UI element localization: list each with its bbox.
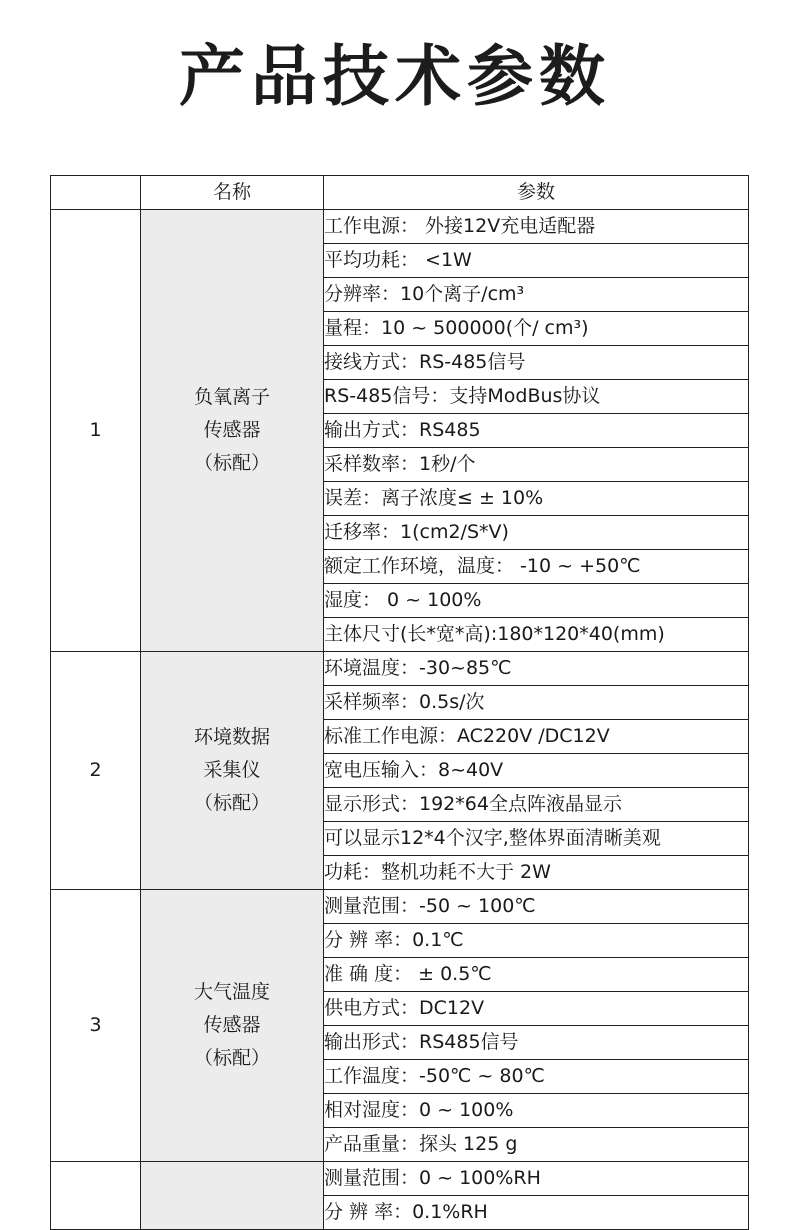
item-name-line: （标配） bbox=[193, 452, 270, 474]
param-cell: 主体尺寸(长*宽*高):180*120*40(mm) bbox=[324, 618, 749, 652]
param-cell: 供电方式：DC12V bbox=[324, 992, 749, 1026]
spec-table-body bbox=[51, 210, 749, 1230]
page-title: 产品技术参数 bbox=[179, 37, 611, 115]
param-cell: 显示形式：192*64全点阵液晶显示 bbox=[324, 788, 749, 822]
param-cell: 测量范围：-50 ~ 100℃ bbox=[324, 890, 749, 924]
param-cell: 额定工作环境，温度： -10 ~ +50℃ bbox=[324, 550, 749, 584]
param-cell: 分 辨 率：0.1℃ bbox=[324, 924, 749, 958]
param-cell: 量程：10 ~ 500000(个/ cm³) bbox=[324, 312, 749, 346]
spec-table bbox=[50, 175, 749, 1230]
param-cell: 标准工作电源：AC220V /DC12V bbox=[324, 720, 749, 754]
header-name: 名称 bbox=[141, 176, 324, 210]
item-name-line: （标配） bbox=[193, 1047, 270, 1069]
param-cell: 湿度： 0 ~ 100% bbox=[324, 584, 749, 618]
param-cell: 产品重量：探头 125 g bbox=[324, 1128, 749, 1162]
param-cell: 可以显示12*4个汉字,整体界面清晰美观 bbox=[324, 822, 749, 856]
item-name-line: 大气温度 bbox=[193, 981, 270, 1003]
param-cell: 分 辨 率：0.1%RH bbox=[324, 1196, 749, 1230]
param-cell: 误差：离子浓度≤ ± 10% bbox=[324, 482, 749, 516]
param-cell: 工作电源： 外接12V充电适配器 bbox=[324, 210, 749, 244]
param-cell: 功耗：整机功耗不大于 2W bbox=[324, 856, 749, 890]
item-name-line: 传感器 bbox=[203, 1014, 261, 1036]
row-number: 1 bbox=[51, 210, 141, 652]
item-name-line: 采集仪 bbox=[203, 759, 261, 781]
table-row bbox=[51, 1162, 749, 1196]
item-name-cell bbox=[141, 210, 324, 652]
table-row bbox=[51, 652, 749, 686]
item-name-cell bbox=[141, 652, 324, 890]
param-cell: 分辨率：10个离子/cm³ bbox=[324, 278, 749, 312]
row-number: 2 bbox=[51, 652, 141, 890]
item-name-cell bbox=[141, 1162, 324, 1230]
param-cell: 宽电压输入：8~40V bbox=[324, 754, 749, 788]
param-cell: 环境温度：-30~85℃ bbox=[324, 652, 749, 686]
param-cell: 迁移率：1(cm2/S*V) bbox=[324, 516, 749, 550]
header-params: 参数 bbox=[324, 176, 749, 210]
item-name-line: 传感器 bbox=[203, 419, 261, 441]
row-number bbox=[51, 1162, 141, 1230]
param-cell: 准 确 度： ± 0.5℃ bbox=[324, 958, 749, 992]
item-name-line: 负氧离子 bbox=[193, 386, 270, 408]
param-cell: 采样频率：0.5s/次 bbox=[324, 686, 749, 720]
row-number: 3 bbox=[51, 890, 141, 1162]
item-name-line: 环境数据 bbox=[193, 726, 270, 748]
param-cell: 输出形式：RS485信号 bbox=[324, 1026, 749, 1060]
param-cell: 相对湿度：0 ~ 100% bbox=[324, 1094, 749, 1128]
table-row bbox=[51, 210, 749, 244]
table-header-row bbox=[51, 176, 749, 210]
param-cell: 输出方式：RS485 bbox=[324, 414, 749, 448]
param-cell: RS-485信号：支持ModBus协议 bbox=[324, 380, 749, 414]
param-cell: 平均功耗： <1W bbox=[324, 244, 749, 278]
param-cell: 测量范围：0 ~ 100%RH bbox=[324, 1162, 749, 1196]
param-cell: 工作温度：-50℃ ~ 80℃ bbox=[324, 1060, 749, 1094]
item-name-line: （标配） bbox=[193, 792, 270, 814]
param-cell: 接线方式：RS-485信号 bbox=[324, 346, 749, 380]
header-number bbox=[51, 176, 141, 210]
item-name-cell bbox=[141, 890, 324, 1162]
param-cell: 采样数率：1秒/个 bbox=[324, 448, 749, 482]
table-row bbox=[51, 890, 749, 924]
